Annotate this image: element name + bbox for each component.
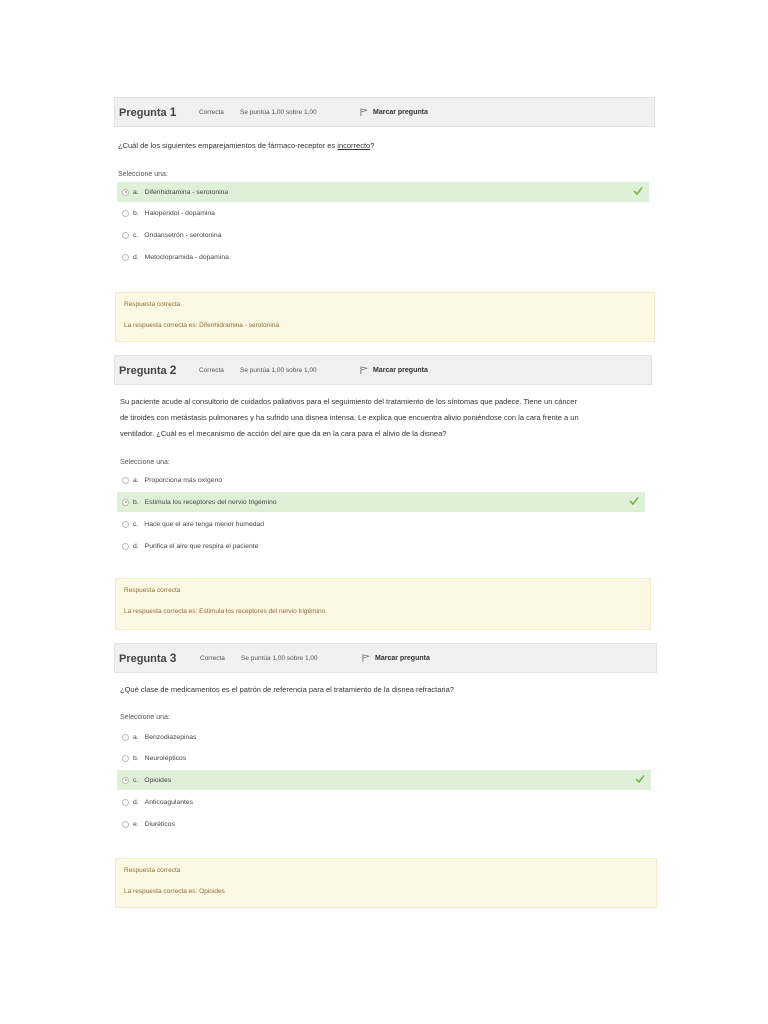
check-icon (629, 496, 639, 506)
option-e[interactable]: e. Diuréticos (117, 814, 651, 834)
flag-icon (360, 366, 369, 374)
question-title: Pregunta 3 (119, 651, 177, 665)
flag-icon (362, 654, 371, 662)
option-d[interactable]: d. Anticoagulantes (117, 792, 651, 812)
feedback-answer: La respuesta correcta es: Opioides (124, 888, 225, 895)
radio-icon[interactable] (122, 254, 129, 261)
radio-icon[interactable] (122, 232, 129, 239)
feedback-title: Respuesta correcta (124, 301, 181, 308)
question-state: Correcta (199, 108, 224, 116)
question-text: ¿Qué clase de medicamentos es el patrón de referencia para el tratamiento de la disnea refractaria? (120, 685, 454, 694)
option-label: Diuréticos (144, 820, 175, 828)
select-label: Seleccione una: (118, 171, 168, 178)
question-state: Correcta (199, 366, 224, 374)
radio-icon[interactable] (122, 499, 129, 506)
question-header (114, 355, 652, 385)
feedback-answer: La respuesta correcta es: Difenhidramina - serotonina (124, 322, 279, 329)
radio-icon[interactable] (122, 755, 129, 762)
option-label: Estimula los receptores del nervio trigémino (144, 498, 277, 506)
question-header (114, 643, 657, 673)
option-d[interactable]: d. Purifica el aire que respira el paciente (117, 536, 645, 556)
option-label: Opioides (144, 776, 172, 784)
flag-question-button[interactable]: Marcar pregunta (360, 366, 428, 374)
question-title: Pregunta 2 (119, 363, 177, 377)
option-b[interactable]: b. Haloperidol - dopamina (117, 203, 649, 223)
question-grade: Se puntúa 1,00 sobre 1,00 (240, 108, 317, 116)
option-c[interactable]: c. Hace que el aire tenga menor humedad (117, 514, 645, 534)
radio-icon[interactable] (122, 521, 129, 528)
option-label: Difenhidramina - serotonina (144, 188, 229, 196)
option-label: Haloperidol - dopamina (144, 209, 215, 217)
radio-icon[interactable] (122, 777, 129, 784)
radio-icon[interactable] (122, 821, 129, 828)
radio-icon[interactable] (122, 189, 129, 196)
question-text: ¿Cuál de los siguientes emparejamientos de fármaco-receptor es incorrecto? (118, 141, 375, 150)
radio-icon[interactable] (122, 210, 129, 217)
question-grade: Se puntúa 1,00 sobre 1,00 (240, 366, 317, 374)
option-d[interactable]: d. Metoclopramida - dopamina (117, 247, 649, 267)
option-a[interactable]: a. Benzodiazepinas (117, 727, 651, 747)
question-header (114, 97, 655, 127)
question-text: Su paciente acude al consultorio de cuidados paliativos para el seguimiento del tratamiento de los síntomas que padece. Tiene un cáncer de tiroides con metástasis pulmonares y ha sufrido una disnea intensa. Le explica que encuentra alivio poniéndose con la cara frente a un ventilador. ¿Cuál es el mecanismo de acción del aire que da en la cara para el alivio de la disnea? (120, 397, 579, 438)
option-b[interactable]: b. Neurolépticos (117, 748, 651, 768)
flag-question-button[interactable]: Marcar pregunta (360, 108, 428, 116)
flag-icon (360, 108, 369, 116)
option-label: Purifica el aire que respira el paciente (144, 542, 259, 550)
feedback-box (115, 578, 651, 630)
option-label: Neurolépticos (144, 754, 187, 762)
radio-icon[interactable] (122, 799, 129, 806)
question-state: Correcta (200, 654, 225, 662)
option-label: Proporciona más oxígeno (144, 476, 223, 484)
feedback-title: Respuesta correcta (124, 587, 181, 594)
option-label: Ondansetrón - serotonina (144, 231, 222, 239)
flag-question-button[interactable]: Marcar pregunta (362, 654, 430, 662)
radio-icon[interactable] (122, 477, 129, 484)
feedback-answer: La respuesta correcta es: Estimula los receptores del nervio trigémino (124, 608, 326, 615)
select-label: Seleccione una: (120, 459, 170, 466)
feedback-box (115, 292, 655, 342)
question-title: Pregunta 1 (119, 105, 177, 119)
radio-icon[interactable] (122, 543, 129, 550)
option-c[interactable]: c. Opioides (117, 770, 651, 790)
check-icon (635, 774, 645, 784)
option-label: Anticoagulantes (144, 798, 194, 806)
check-icon (633, 186, 643, 196)
option-c[interactable]: c. Ondansetrón - serotonina (117, 225, 649, 245)
option-label: Hace que el aire tenga menor humedad (144, 520, 265, 528)
option-a[interactable]: a. Difenhidramina - serotonina (117, 182, 649, 202)
select-label: Seleccione una: (120, 714, 170, 721)
option-label: Benzodiazepinas (144, 733, 197, 741)
feedback-title: Respuesta correcta (124, 867, 181, 874)
option-b[interactable]: b. Estimula los receptores del nervio trigémino (117, 492, 645, 512)
question-grade: Se puntúa 1,00 sobre 1,00 (241, 654, 318, 662)
feedback-box (115, 858, 657, 908)
option-a[interactable]: a. Proporciona más oxígeno (117, 470, 645, 490)
option-label: Metoclopramida - dopamina (144, 253, 229, 261)
radio-icon[interactable] (122, 734, 129, 741)
